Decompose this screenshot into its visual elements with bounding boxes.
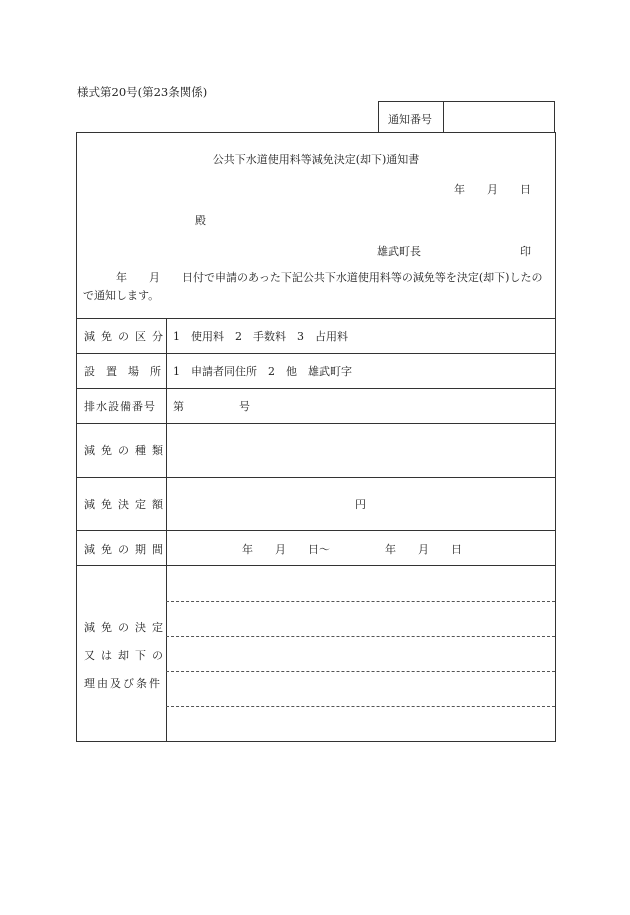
notice-number-divider [443,102,444,132]
form-number: 様式第20号(第23条関係) [77,85,208,99]
reason-line [166,601,555,602]
notice-number-label: 通知番号 [388,113,432,126]
row-divider [77,388,555,389]
reason-label-line-2: 又は却下の [84,649,169,662]
row-divider [77,530,555,531]
location-value: 1 申請者同住所 2 他 雄武町字 [173,365,352,378]
body-text: 年 月 日付で申請のあった下記公共下水道使用料等の減免等を決定(却下)したので通知します。 [83,271,543,302]
drain-number-label: 排水設備番号 [84,400,156,413]
document-title: 公共下水道使用料等減免決定(却下)通知書 [212,153,420,166]
period-label: 減免の期間 [84,543,169,556]
amount-unit: 円 [355,498,366,511]
reason-line [166,706,555,707]
reason-label-line-3: 理由及び条件 [84,677,162,690]
row-divider [77,353,555,354]
row-divider [77,423,555,424]
seal-mark: 印 [520,245,531,258]
issue-date: 年 月 日 [454,183,531,196]
reason-line [166,671,555,672]
period-value: 年 月 日～ 年 月 日 [242,543,462,556]
reason-line [166,636,555,637]
category-value: 1 使用料 2 手数料 3 占用料 [173,330,348,343]
notice-number-box [378,101,555,133]
category-label: 減免の区分 [84,330,169,343]
type-label: 減免の種類 [84,444,169,457]
issuer-name: 雄武町長 [377,245,421,258]
drain-number-value: 第 号 [173,400,250,413]
row-divider [77,477,555,478]
location-label: 設 置 場 所 [84,365,161,378]
notice-form [76,132,556,742]
row-divider [77,565,555,566]
addressee-suffix: 殿 [195,214,206,227]
amount-label: 減免決定額 [84,498,169,511]
reason-label-line-1: 減免の決定 [84,621,169,634]
table-top-line [77,318,555,319]
